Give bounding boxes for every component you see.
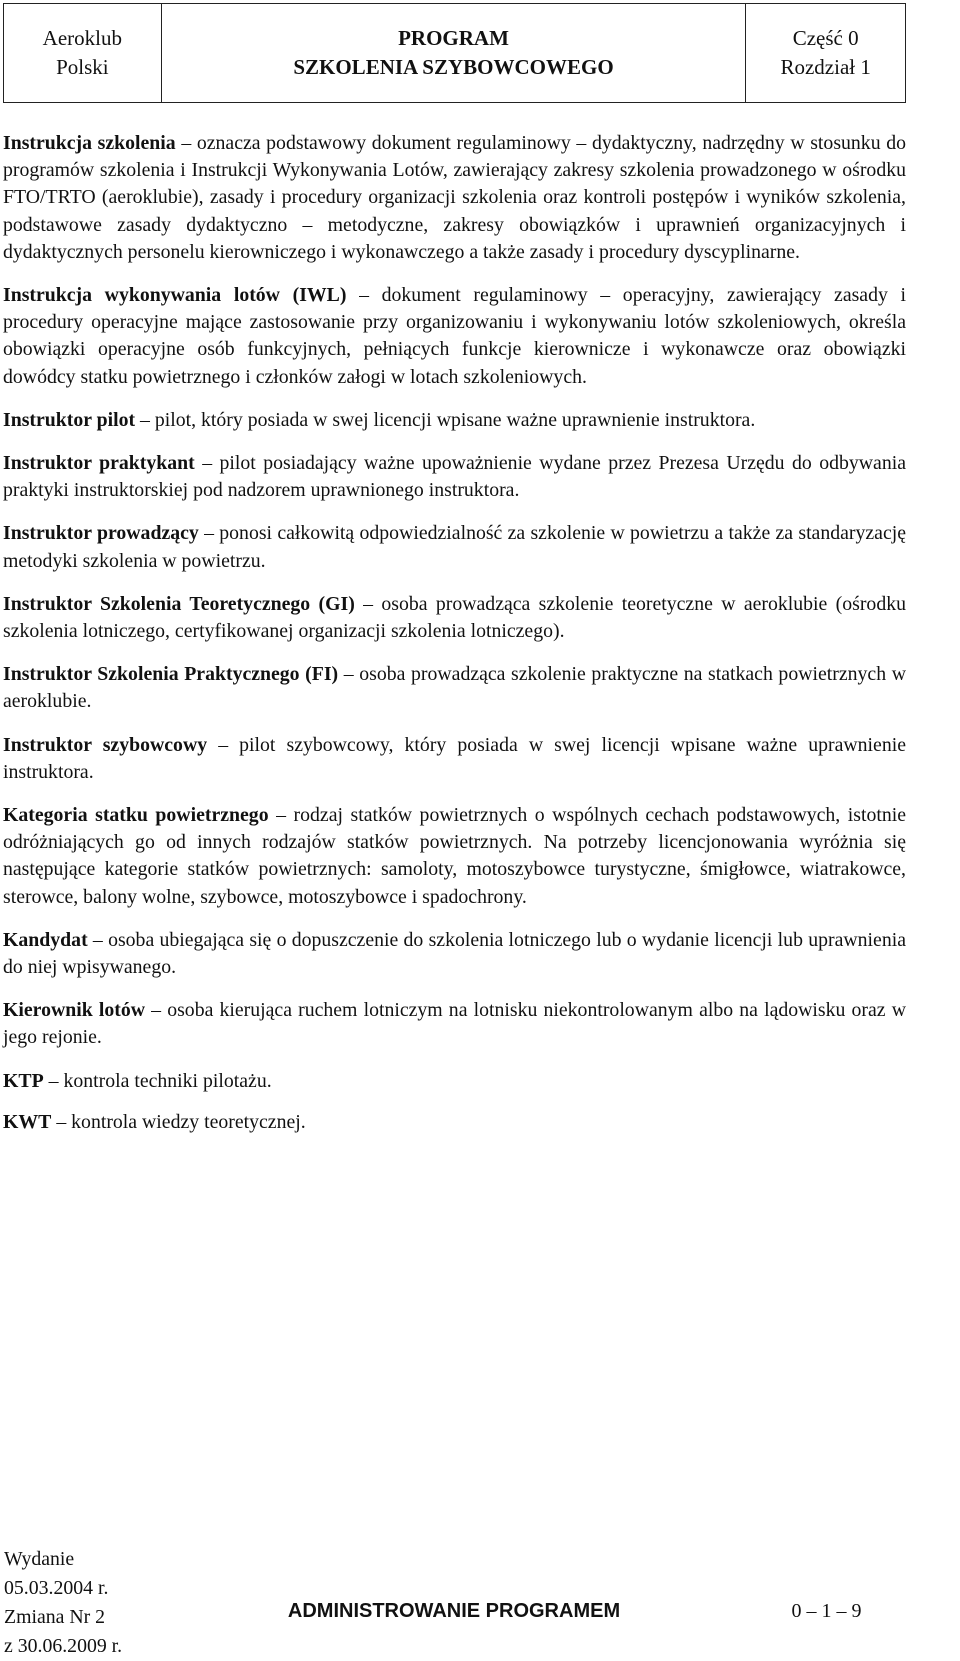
definition-term: Instruktor Szkolenia Praktycznego (FI)	[3, 663, 339, 686]
definition-text: – rodzaj statków powietrznych o wspólnych cechach podstawowych, istotnie odróżniających go od innych rodzajów statków powietrznych. Na potrzeby licencjonowania wyróżnia się następujące kategorie statków powietrznych: samoloty, motoszybowce turystyczne, śmigłowce, wiatrakowce, sterowce, balony wolne, szybowce, motoszybowce i spadochrony.	[3, 804, 907, 908]
page-header	[3, 3, 906, 103]
definition-term: Instrukcja szkolenia	[3, 132, 176, 154]
definition-entry	[3, 1109, 906, 1136]
definition-term: Instruktor pilot	[3, 408, 136, 431]
footer-amendment-label: Zmiana Nr 2	[4, 1606, 106, 1628]
definition-text: – pilot posiadający ważne upoważnienie wydane przez Prezesa Urzędu do odbywania praktyki instruktorskiej pod nadzorem uprawnionego instruktora.	[3, 452, 907, 502]
definition-entry	[3, 997, 906, 1051]
header-chapter: Rozdział 1	[780, 55, 871, 79]
header-org-line2: Polski	[56, 55, 109, 79]
definition-entry	[3, 802, 906, 911]
definition-entry	[3, 1068, 906, 1095]
definitions-list	[3, 130, 906, 1150]
definition-term: KWT	[3, 1110, 52, 1133]
definition-term: Instrukcja wykonywania lotów (IWL)	[3, 284, 347, 307]
definition-term: Instruktor szybowcowy	[3, 733, 208, 756]
definition-entry	[3, 130, 906, 266]
definition-text: – kontrola techniki pilotażu.	[43, 1069, 272, 1092]
definition-term: Kategoria statku powietrznego	[3, 804, 269, 827]
definition-entry	[3, 591, 906, 645]
footer-edition-date: 05.03.2004 r.	[4, 1577, 109, 1599]
header-title-line2: SZKOLENIA SZYBOWCOWEGO	[293, 55, 614, 79]
definition-text: – oznacza podstawowy dokument regulaminowy – dydaktyczny, nadrzędny w stosunku do programów szkolenia i Instrukcji Wykonywania Lotów, zawierający zakresy szkolenia prowadzonego w ośrodku FTO/TRTO (aeroklubie), zasady i procedury organizacji szkolenia oraz kontroli postępów i wyników szkolenia, podstawowe zasady dydaktyczno – metodyczne, zakresy obowiązków i uprawnień organizacyjnych i dydaktycznych personelu kierowniczego i wykonawczego a także zasady i procedury dyscyplinarne.	[3, 132, 906, 263]
header-program-title	[162, 4, 747, 102]
footer-amendment-date: z 30.06.2009 r.	[4, 1635, 123, 1657]
definition-text: – dokument regulaminowy – operacyjny, zawierający zasady i procedury operacyjne mające zastosowanie przy organizowaniu i wykonywaniu lotów szkoleniowych, określa obowiązki operacyjne osób funkcyjnych, pełniących funkcje kierownicze i wykonawcze oraz obowiązki dowódcy statku powietrznego i członków załogi w lotach szkoleniowych.	[3, 284, 906, 388]
definition-text: – pilot, który posiada w swej licencji wpisane ważne uprawnienie instruktora.	[135, 408, 756, 431]
definition-text: – ponosi całkowitą odpowiedzialność za szkolenie w powietrzu a także za standaryzację metodyki szkolenia w powietrzu.	[3, 522, 906, 572]
definition-text: – osoba kierująca ruchem lotniczym na lotnisku niekontrolowanym albo na lądowisku oraz w jego rejonie.	[3, 999, 906, 1049]
definition-entry	[3, 450, 906, 504]
definition-text: – osoba prowadząca szkolenie praktyczne na statkach powietrznych w aeroklubie.	[3, 663, 906, 713]
footer-edition	[3, 1545, 161, 1661]
header-title-line1: PROGRAM	[398, 26, 509, 50]
footer-page-number: 0 – 1 – 9	[791, 1600, 862, 1622]
page-footer	[3, 1456, 906, 1661]
definition-text: – kontrola wiedzy teoretycznej.	[51, 1110, 306, 1133]
definition-entry	[3, 520, 906, 574]
definition-entry	[3, 732, 906, 786]
definition-text: – osoba prowadząca szkolenie teoretyczne w aeroklubie (ośrodku szkolenia lotniczego, certyfikowanej organizacji szkolenia lotniczego).	[3, 592, 906, 643]
definition-term: Instruktor praktykant	[3, 452, 195, 475]
header-organization	[4, 4, 162, 102]
definition-term: Instruktor Szkolenia Teoretycznego (GI)	[3, 592, 355, 615]
definition-term: Kandydat	[3, 928, 88, 951]
definition-text: – pilot szybowcowy, który posiada w swej licencji wpisane ważne uprawnienie instruktora.	[3, 733, 906, 783]
definition-text: – osoba ubiegająca się o dopuszczenie do szkolenia lotniczego lub o wydanie licencji lub uprawnienia do niej wpisywanego.	[3, 928, 906, 979]
definition-entry	[3, 927, 906, 981]
definition-term: Kierownik lotów	[3, 999, 146, 1022]
definition-entry	[3, 282, 906, 391]
definition-entry	[3, 661, 906, 715]
definition-term: KTP	[3, 1069, 44, 1092]
header-org-line1: Aeroklub	[42, 26, 122, 50]
definition-term: Instruktor prowadzący	[3, 522, 199, 545]
header-part: Część 0	[792, 26, 859, 50]
footer-edition-label: Wydanie	[4, 1548, 75, 1570]
header-section	[746, 4, 905, 102]
footer-section-title: ADMINISTROWANIE PROGRAMEM	[287, 1600, 621, 1622]
definition-entry	[3, 407, 906, 434]
